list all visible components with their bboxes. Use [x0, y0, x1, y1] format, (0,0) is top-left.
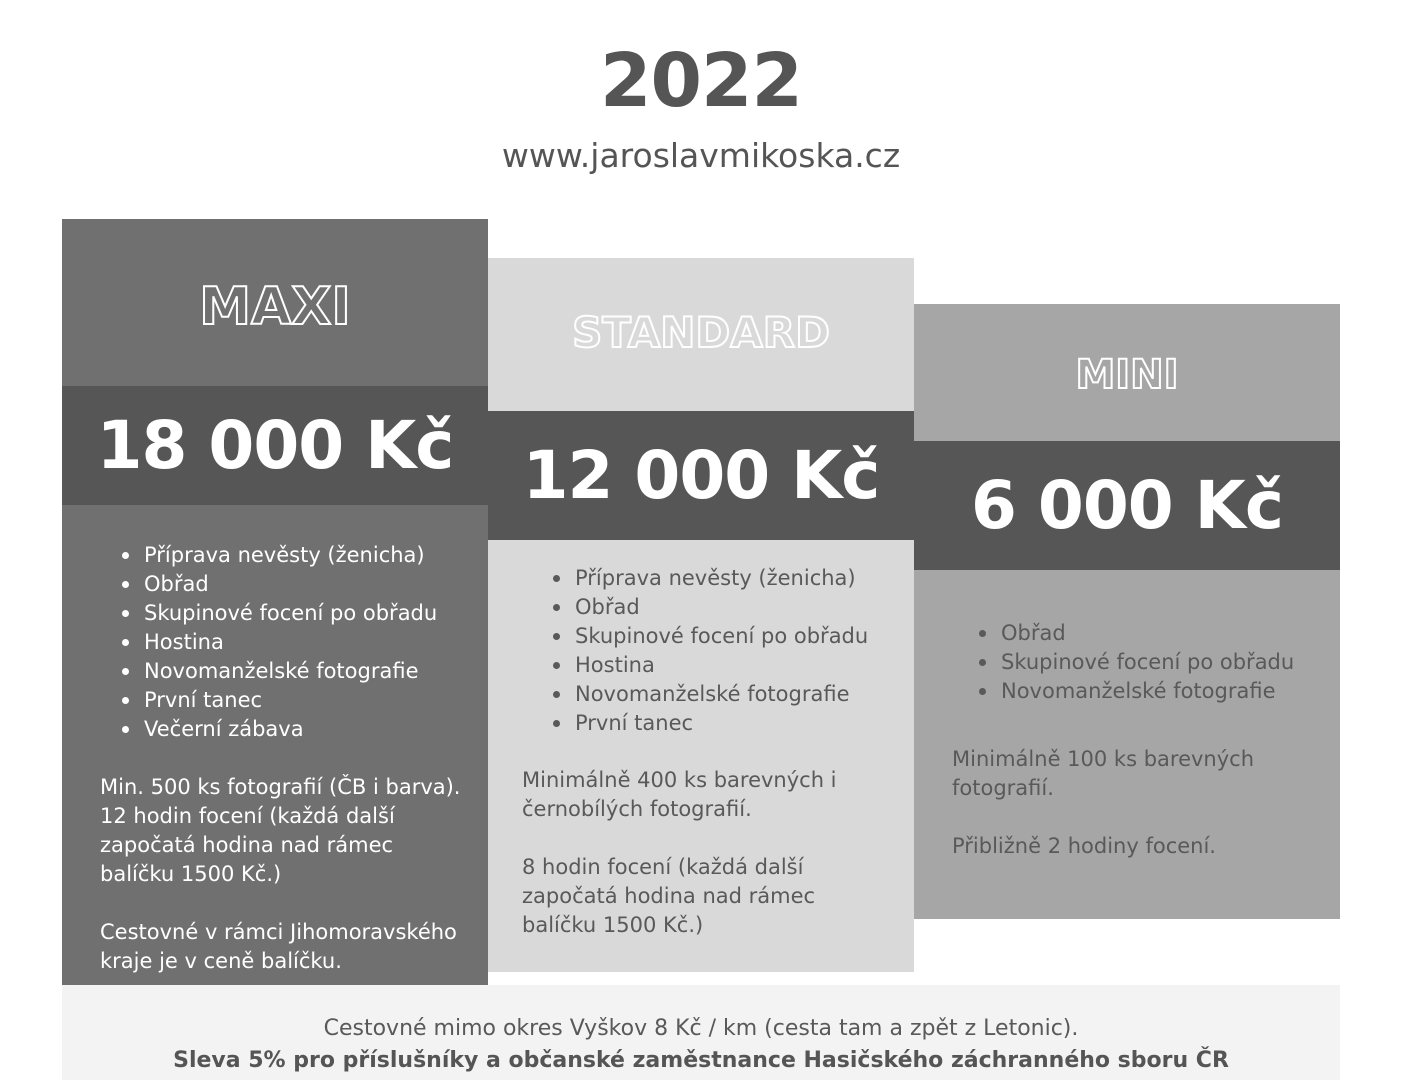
footer-note: [62, 985, 1340, 1080]
price-band: [488, 411, 914, 540]
feature-item: Hostina: [549, 651, 868, 680]
package-price: 18 000 Kč: [96, 407, 454, 484]
feature-item: Obřad: [549, 593, 868, 622]
website-url: www.jaroslavmikoska.cz: [501, 136, 901, 175]
package-name: STANDARD: [572, 308, 830, 357]
package-card-mini: [914, 304, 1340, 919]
feature-item: Příprava nevěsty (ženicha): [118, 541, 437, 570]
feature-item: Večerní zábava: [118, 715, 437, 744]
feature-item: Skupinové focení po obřadu: [549, 622, 868, 651]
package-price: 12 000 Kč: [522, 437, 880, 514]
package-name: MAXI: [199, 277, 351, 337]
feature-item: Novomanželské fotografie: [118, 657, 437, 686]
feature-list: [975, 619, 1294, 706]
feature-list: [549, 564, 868, 738]
discount-note: Sleva 5% pro příslušníky a občanské zaměstnance Hasičského záchranného sboru ČR: [173, 1048, 1229, 1073]
package-name: MINI: [1075, 352, 1179, 398]
year-heading: 2022: [600, 38, 802, 124]
feature-item: Skupinové focení po obřadu: [975, 648, 1294, 677]
package-price: 6 000 Kč: [971, 467, 1283, 544]
feature-item: První tanec: [118, 686, 437, 715]
feature-item: První tanec: [549, 709, 868, 738]
price-band: [62, 386, 488, 505]
feature-list: [118, 541, 437, 744]
package-card-maxi: [62, 219, 488, 1004]
travel-cost-note: Cestovné mimo okres Vyškov 8 Kč / km (cesta tam a zpět z Letonic).: [323, 1016, 1079, 1041]
feature-item: Obřad: [975, 619, 1294, 648]
feature-item: Hostina: [118, 628, 437, 657]
feature-item: Novomanželské fotografie: [975, 677, 1294, 706]
feature-item: Novomanželské fotografie: [549, 680, 868, 709]
package-description: Minimálně 400 ks barevných i černobílých fotografií. 8 hodin focení (každá další započatá hodina nad rámec balíčku 1500 Kč.): [522, 768, 837, 937]
feature-item: Obřad: [118, 570, 437, 599]
package-card-standard: [488, 258, 914, 972]
feature-item: Příprava nevěsty (ženicha): [549, 564, 868, 593]
price-band: [914, 441, 1340, 570]
package-description: Min. 500 ks fotografií (ČB i barva). 12 hodin focení (každá další započatá hodina nad rámec balíčku 1500 Kč.) Cestovné v rámci Jihomoravského kraje je v ceně balíčku.: [100, 775, 461, 973]
feature-item: Skupinové focení po obřadu: [118, 599, 437, 628]
package-description: Minimálně 100 ks barevných fotografií. Přibližně 2 hodiny focení.: [952, 747, 1255, 858]
